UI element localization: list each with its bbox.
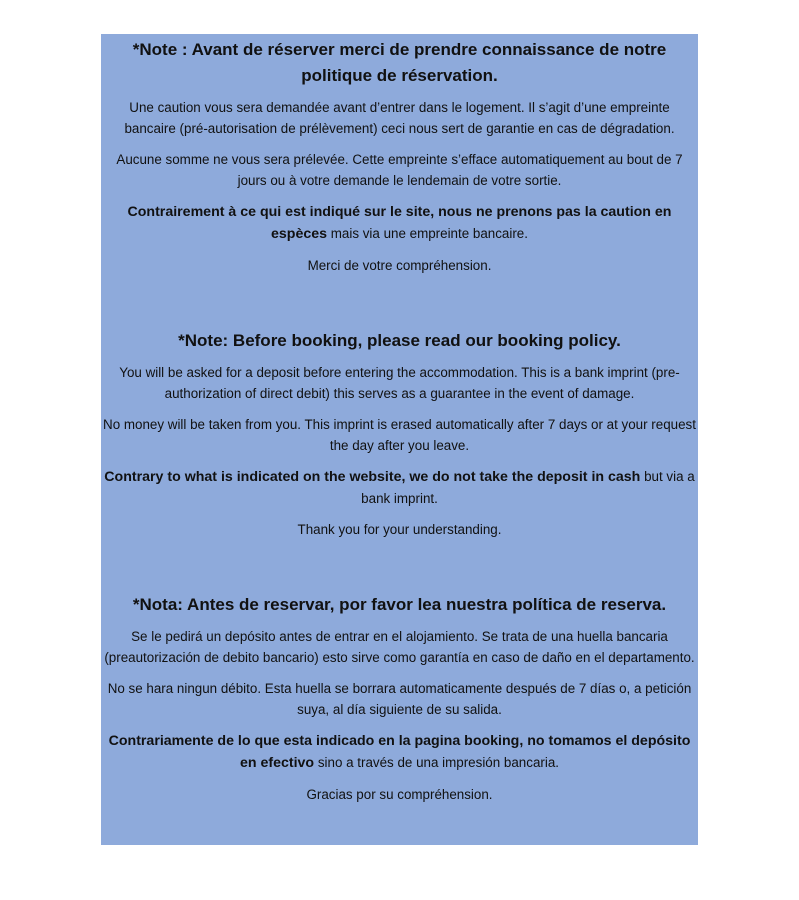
cash-statement-bold-french: Contrairement à ce qui est indiqué sur le site, nous ne prenons pas la caution en espèces bbox=[127, 204, 672, 242]
thanks-paragraph-french: Merci de votre compréhension. bbox=[307, 258, 492, 273]
imprint-paragraph-spanish: No se hara ningun débito. Esta huella se borrara automaticamente después de 7 días o, a petición suya, al día siguiente de su salida. bbox=[107, 681, 692, 717]
deposit-paragraph-french: Une caution vous sera demandée avant d’entrer dans le logement. Il s’agit d’une empreinte bancaire (pré-autorisation de prélèvement) ceci nous sert de garantie en cas de dégradation. bbox=[124, 100, 675, 136]
imprint-paragraph-french: Aucune somme ne vous sera prélevée. Cette empreinte s’efface automatiquement au bout de 7 jours ou à votre demande le lendemain de votre sortie. bbox=[116, 152, 683, 188]
cash-statement-rest-french: mais via une empreinte bancaire. bbox=[327, 226, 528, 241]
notice-heading-english: *Note: Before booking, please read our booking policy. bbox=[178, 331, 621, 350]
cash-paragraph-english bbox=[101, 466, 698, 509]
cash-paragraph-spanish bbox=[101, 730, 698, 774]
notice-section-spanish bbox=[101, 592, 698, 815]
cash-statement-bold-spanish: Contrariamente de lo que esta indicado en la pagina booking, no tomamos el depósito en efectivo bbox=[108, 733, 691, 771]
cash-statement-bold-english: Contrary to what is indicated on the website, we do not take the deposit in cash bbox=[104, 469, 641, 485]
imprint-paragraph-english: No money will be taken from you. This imprint is erased automatically after 7 days or at your request the day after you leave. bbox=[103, 417, 696, 453]
thanks-paragraph-spanish: Gracias por su compréhension. bbox=[306, 787, 493, 802]
notice-heading-spanish: *Nota: Antes de reservar, por favor lea nuestra política de reserva. bbox=[132, 595, 667, 614]
thanks-paragraph-english: Thank you for your understanding. bbox=[297, 522, 502, 537]
notice-heading-french: *Note : Avant de réserver merci de prendre connaissance de notre politique de réservation. bbox=[132, 40, 667, 85]
cash-statement-rest-spanish: sino a través de una impresión bancaria. bbox=[314, 755, 559, 770]
deposit-paragraph-spanish: Se le pedirá un depósito antes de entrar en el alojamiento. Se trata de una huella bancaria (preautorización de debito bancario) esto sirve como garantía en caso de daño en el departamento. bbox=[104, 629, 695, 665]
deposit-paragraph-english: You will be asked for a deposit before entering the accommodation. This is a bank imprint (pre-authorization of direct debit) this serves as a guarantee in the event of damage. bbox=[119, 365, 680, 401]
cash-statement-rest-english: but via a bank imprint. bbox=[361, 469, 695, 506]
cash-paragraph-french bbox=[101, 201, 698, 245]
notice-section-french bbox=[101, 37, 698, 286]
notice-section-english bbox=[101, 328, 698, 550]
booking-policy-notice bbox=[101, 34, 698, 845]
